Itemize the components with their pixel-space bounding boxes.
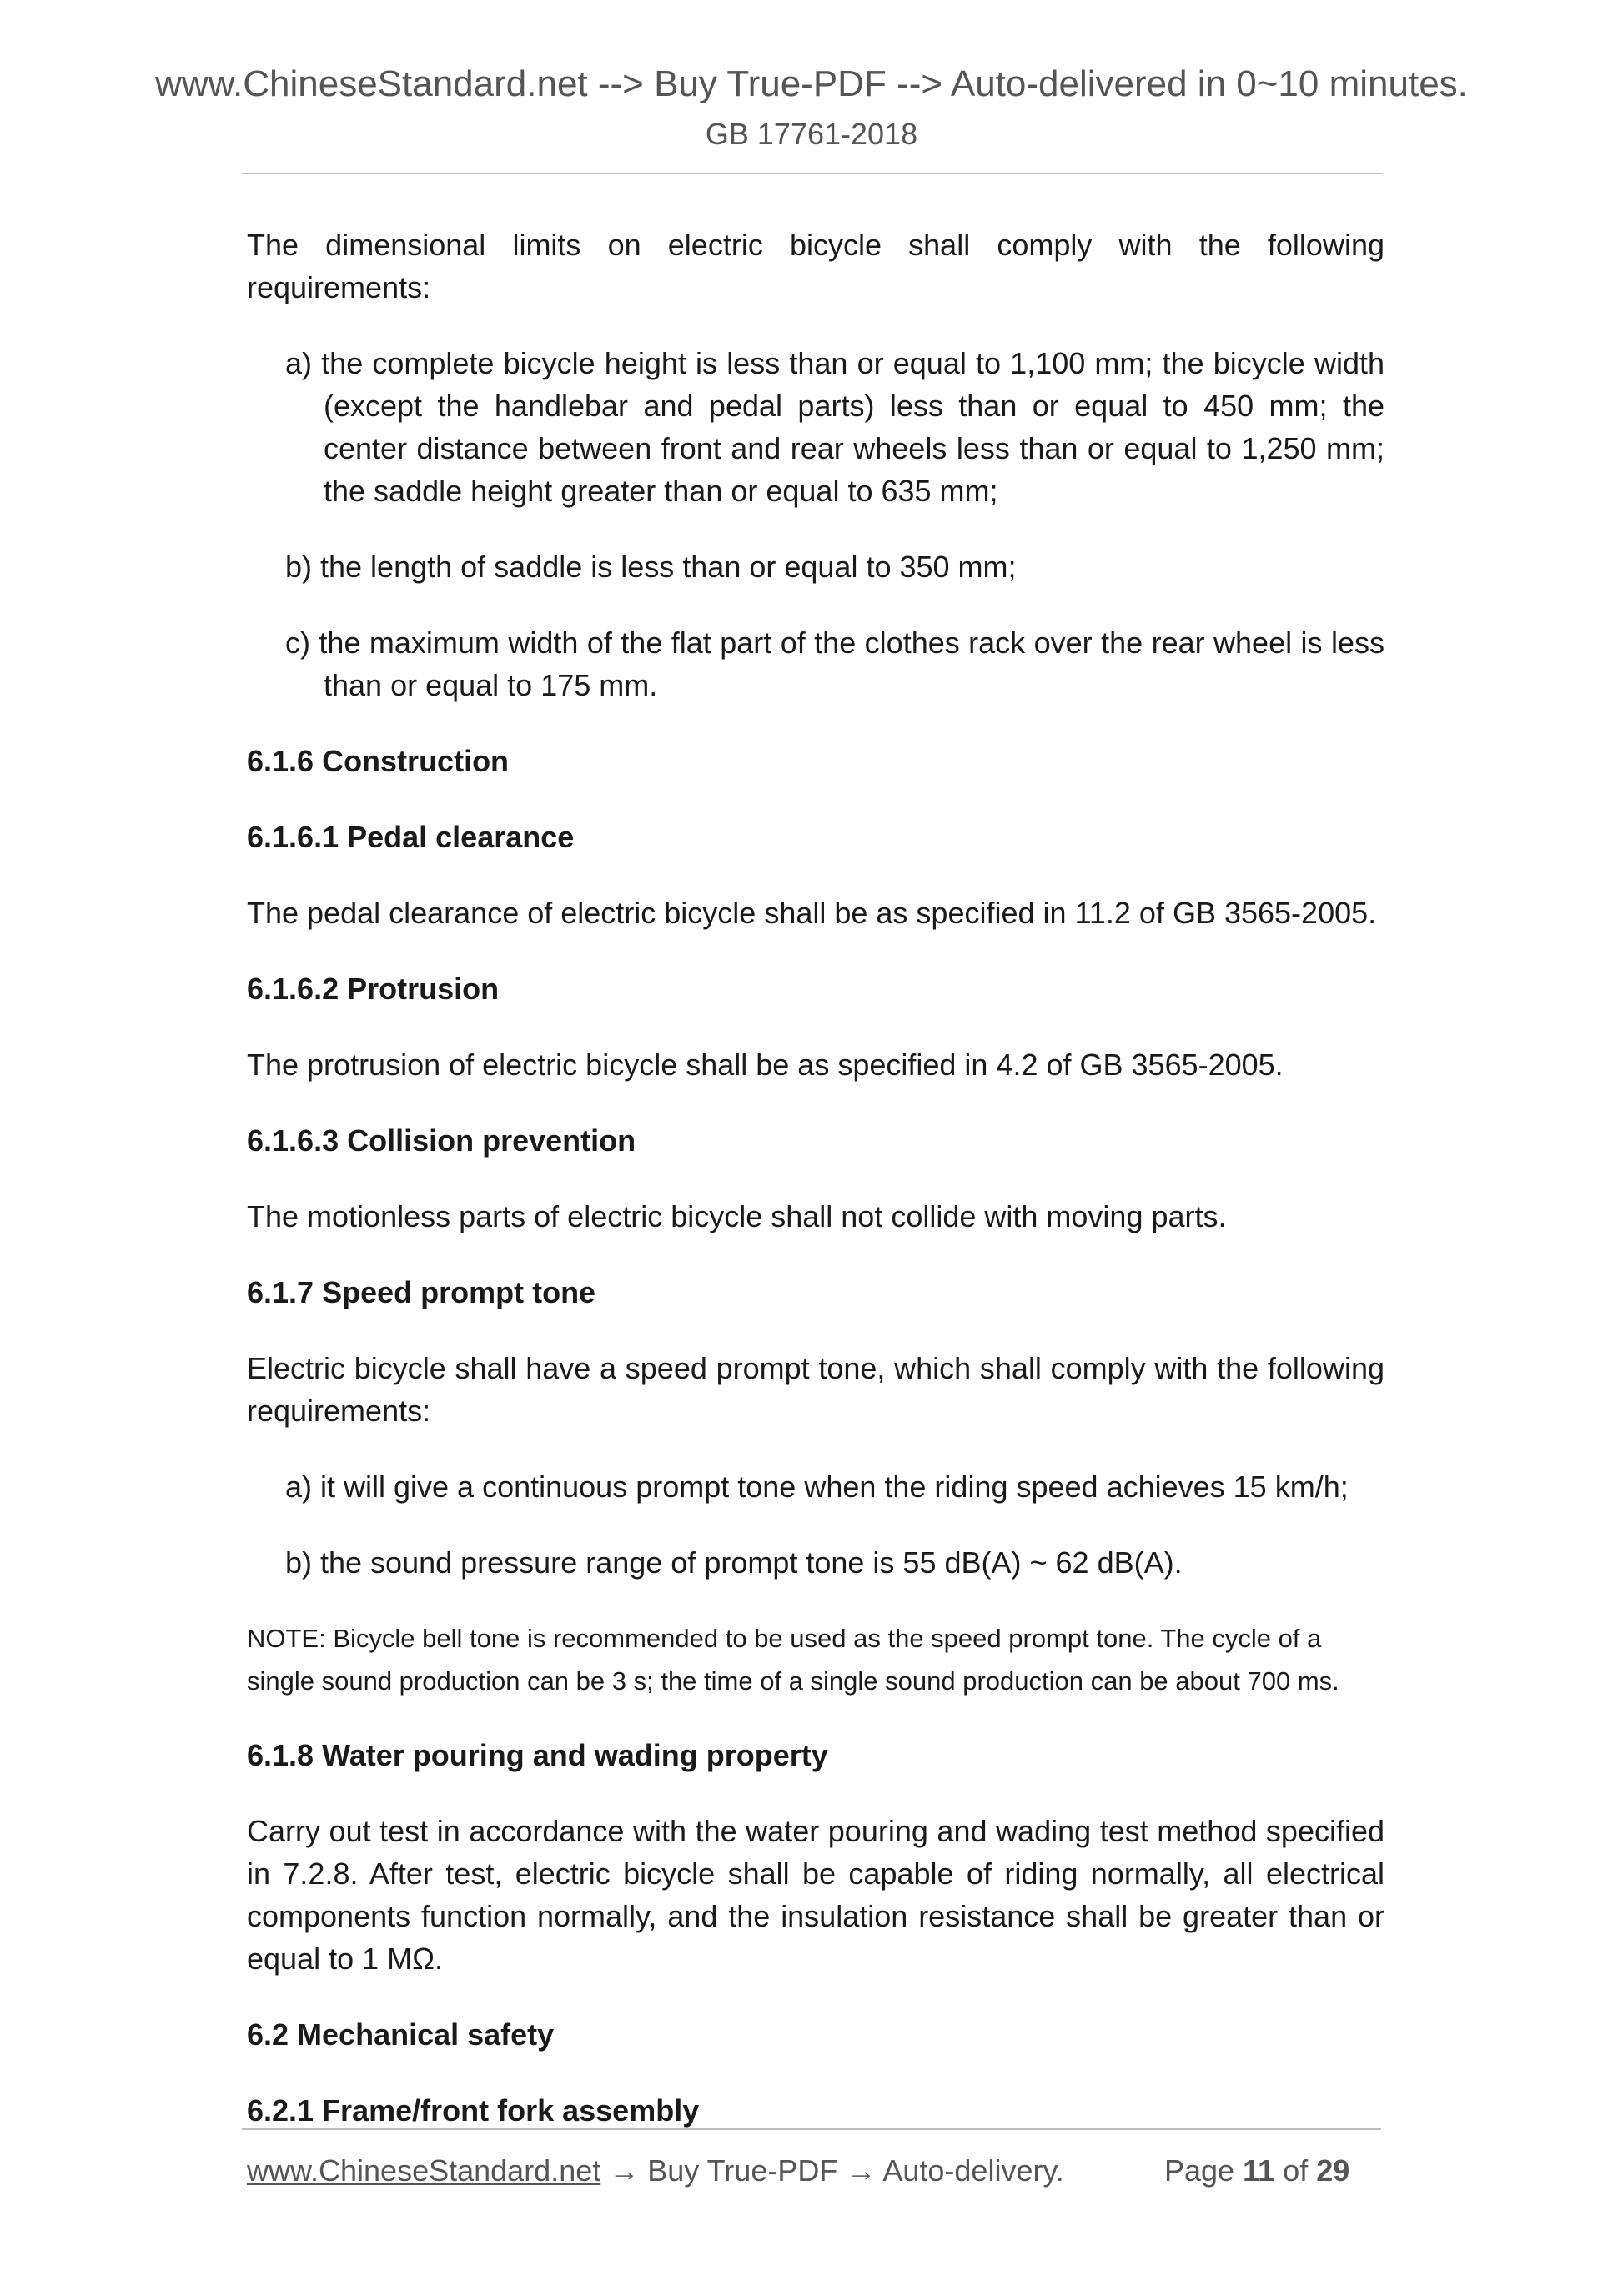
heading-frame-fork-assembly: 6.2.1 Frame/front fork assembly: [247, 2093, 700, 2128]
paragraph-pedal-clearance: The pedal clearance of electric bicycle shall be as specified in 11.2 of GB 3565-2005.: [247, 896, 1377, 930]
page-label: Page: [1164, 2153, 1235, 2188]
heading-collision-prevention: 6.1.6.3 Collision prevention: [247, 1123, 636, 1158]
dimensional-intro: The dimensional limits on electric bicycle shall comply with the following requirements:: [247, 228, 1384, 304]
list-item-tone-b: b) the sound pressure range of prompt tone is 55 dB(A) ~ 62 dB(A).: [285, 1545, 1183, 1580]
list-item-dim-b: b) the length of saddle is less than or equal to 350 mm;: [285, 550, 1017, 584]
paragraph-speed-prompt-tone: Electric bicycle shall have a speed prompt tone, which shall comply with the following requirements:: [247, 1351, 1384, 1428]
heading-construction: 6.1.6 Construction: [247, 744, 510, 778]
page-number: 11: [1243, 2153, 1275, 2188]
arrow-icon: →: [837, 2153, 883, 2188]
page-indicator: [1164, 2153, 1349, 2188]
page-content: [247, 224, 1384, 2165]
footer-divider: [242, 2128, 1381, 2130]
heading-protrusion: 6.1.6.2 Protrusion: [247, 972, 500, 1006]
list-item-dim-c: c) the maximum width of the flat part of the clothes rack over the rear wheel is less than or equal to 175 mm.: [285, 625, 1384, 702]
paragraph-protrusion: The protrusion of electric bicycle shall be as specified in 4.2 of GB 3565-2005.: [247, 1048, 1284, 1082]
header-banner: www.ChineseStandard.net --> Buy True-PDF --> Auto-delivered in 0~10 minutes.: [155, 63, 1468, 104]
document-code: GB 17761-2018: [705, 117, 918, 151]
header-divider: [242, 173, 1383, 174]
footer-links: [247, 2153, 1064, 2188]
of-label: of: [1283, 2153, 1309, 2188]
list-item-dim-a: a) the complete bicycle height is less than or equal to 1,100 mm; the bicycle width (except the handlebar and pedal parts) less than or equal to 450 mm; the center distance between front and rear wheels less than or equal to 1,250 mm; the saddle height greater than or equal to 635 mm;: [285, 346, 1384, 508]
paragraph-collision-prevention: The motionless parts of electric bicycle shall not collide with moving parts.: [247, 1199, 1227, 1233]
heading-speed-prompt-tone: 6.1.7 Speed prompt tone: [247, 1275, 596, 1309]
paragraph-water-pouring: Carry out test in accordance with the water pouring and wading test method specified in 7.2.8. After test, electric bicycle shall be capable of riding normally, all electrical components function normally, and the insulation resistance shall be greater than or equal to 1 MΩ.: [247, 1814, 1384, 1976]
heading-water-pouring: 6.1.8 Water pouring and wading property: [247, 1738, 828, 1772]
heading-mechanical-safety: 6.2 Mechanical safety: [247, 2017, 555, 2052]
footer-site-link[interactable]: www.ChineseStandard.net: [247, 2153, 601, 2188]
list-item-tone-a: a) it will give a continuous prompt tone when the riding speed achieves 15 km/h;: [285, 1470, 1349, 1504]
arrow-icon: →: [600, 2153, 648, 2188]
footer-auto-text: Auto-delivery.: [882, 2153, 1064, 2188]
footer-buy-text: Buy True-PDF: [647, 2153, 838, 2188]
total-pages: 29: [1316, 2153, 1350, 2188]
heading-pedal-clearance: 6.1.6.1 Pedal clearance: [247, 820, 575, 854]
note-bell-tone: NOTE: Bicycle bell tone is recommended to be used as the speed prompt tone. The cycle of a single sound production can be 3 s; the time of a single sound production can be about 700 ms.: [247, 1624, 1339, 1696]
